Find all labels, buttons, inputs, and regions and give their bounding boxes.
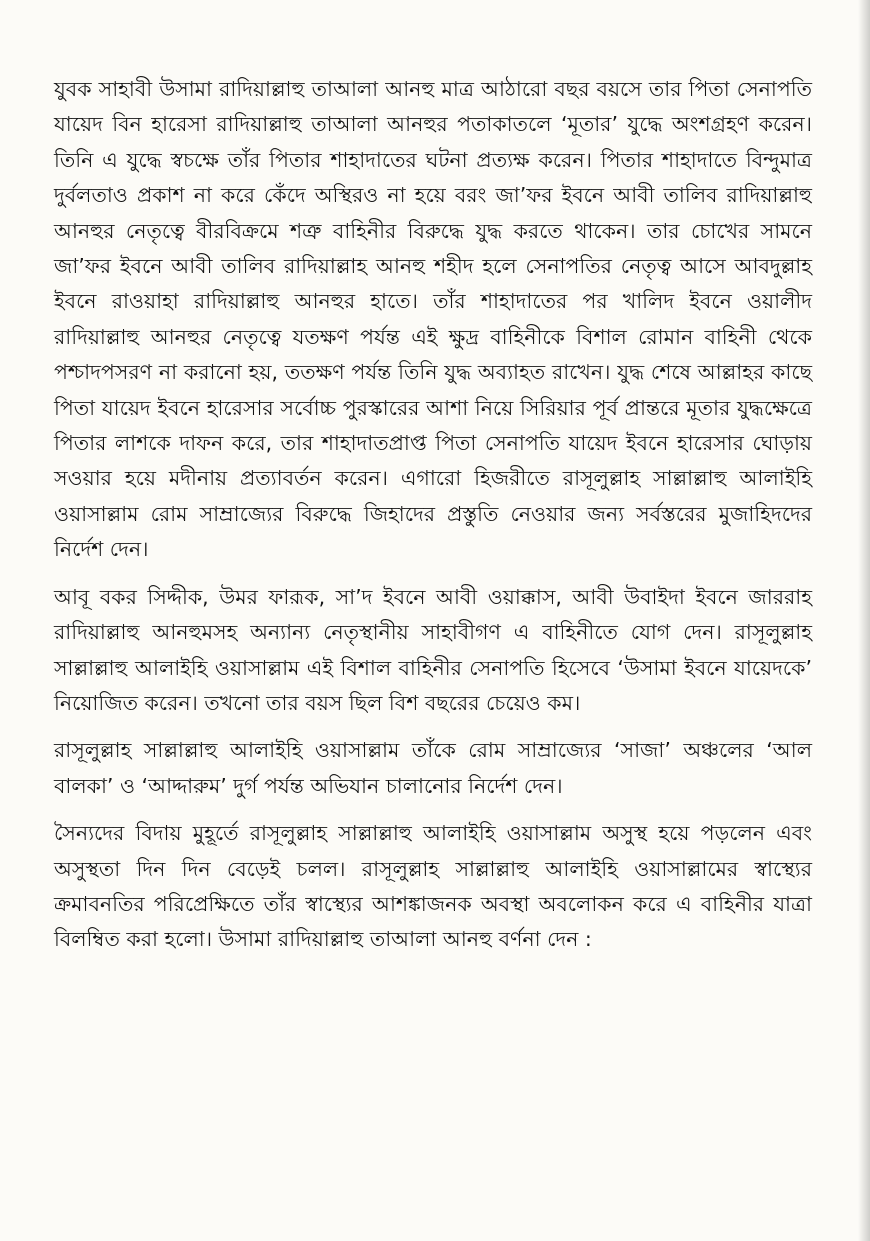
paragraph-companions-join-army: আবূ বকর সিদ্দীক, উমর ফারূক, সা’দ ইবনে আবী ওয়াক্কাস, আবী উবাইদা ইবনে জাররাহ রাদিয়াল্লাহু আনহুমসহ অন্যান্য নেতৃস্থানীয় সাহাবীগণ এ বাহিনীতে যোগ দেন। রাসূলুল্লাহ সাল্লাল্লাহু আলাইহি ওয়াসাল্লাম এই বিশাল বাহিনীর সেনাপতি হিসেবে ‘উসামা ইবনে যায়েদকে’ নিয়োজিত করেন। তখনো তার বয়স ছিল বিশ বছরের চেয়েও কম। bbox=[54, 584, 812, 715]
paragraph-prophet-illness: সৈন্যদের বিদায় মুহূর্তে রাসূলুল্লাহ সাল্লাল্লাহু আলাইহি ওয়াসাল্লাম অসুস্থ হয়ে পড়লেন এবং অসুস্থতা দিন দিন বেড়েই চলল। রাসূলুল্লাহ সাল্লাল্লাহু আলাইহি ওয়াসাল্লামের স্বাস্থ্যের ক্রমাবনতির পরিপ্রেক্ষিতে তাঁর স্বাস্থ্যের আশঙ্কাজনক অবস্থা অবলোকন করে এ বাহিনীর যাত্রা বিলম্বিত করা হলো। উসামা রাদিয়াল্লাহু তাআলা আনহু বর্ণনা দেন : bbox=[54, 821, 812, 952]
paragraph-expedition-order: রাসূলুল্লাহ সাল্লাল্লাহু আলাইহি ওয়াসাল্লাম তাঁকে রোম সাম্রাজ্যের ‘সাজা’ অঞ্চলের ‘আল বালকা’ ও ‘আদ্দারুম’ দুর্গ পর্যন্ত অভিযান চালানোর নির্দেশ দেন। bbox=[54, 738, 812, 798]
page-body-text bbox=[54, 72, 812, 958]
page-edge-shadow bbox=[858, 0, 870, 1241]
paragraph-usama-mutah-battle: যুবক সাহাবী উসামা রাদিয়াল্লাহু তাআলা আনহু মাত্র আঠারো বছর বয়সে তার পিতা সেনাপতি যায়েদ বিন হারেসা রাদিয়াল্লাহু তাআলা আনহুর পতাকাতলে ‘মূতার’ যুদ্ধে অংশগ্রহণ করেন। তিনি এ যুদ্ধে স্বচক্ষে তাঁর পিতার শাহাদাতের ঘটনা প্রত্যক্ষ করেন। পিতার শাহাদাতে বিন্দুমাত্র দুর্বলতাও প্রকাশ না করে কেঁদে অস্থিরও না হয়ে বরং জা’ফর ইবনে আবী তালিব রাদিয়াল্লাহু আনহুর নেতৃত্বে বীরবিক্রমে শত্রু বাহিনীর বিরুদ্ধে যুদ্ধ করতে থাকেন। তার চোখের সামনে জা’ফর ইবনে আবী তালিব রাদিয়াল্লাহ আনহু শহীদ হলে সেনাপতির নেতৃত্ব আসে আবদুল্লাহ ইবনে রাওয়াহা রাদিয়াল্লাহু আনহুর হাতে। তাঁর শাহাদাতের পর খালিদ ইবনে ওয়ালীদ রাদিয়াল্লাহু আনহুর নেতৃত্বে যতক্ষণ পর্যন্ত এই ক্ষুদ্র বাহিনীকে বিশাল রোমান বাহিনী থেকে পশ্চাদপসরণ না করানো হয়, ততক্ষণ পর্যন্ত তিনি যুদ্ধ অব্যাহত রাখেন। যুদ্ধ শেষে আল্লাহর কাছে পিতা যায়েদ ইবনে হারেসার সর্বোচ্চ পুরস্কারের আশা নিয়ে সিরিয়ার পূর্ব প্রান্তরে মূতার যুদ্ধক্ষেত্রে পিতার লাশকে দাফন করে, তার শাহাদাতপ্রাপ্ত পিতা সেনাপতি যায়েদ ইবনে হারেসার ঘোড়ায় সওয়ার হয়ে মদীনায় প্রত্যাবর্তন করেন। এগারো হিজরীতে রাসূলুল্লাহ সাল্লাল্লাহু আলাইহি ওয়াসাল্লাম রোম সাম্রাজ্যের বিরুদ্ধে জিহাদের প্রস্তুতি নেওয়ার জন্য সর্বস্তরের মুজাহিদদের নির্দেশ দেন। bbox=[54, 77, 812, 562]
